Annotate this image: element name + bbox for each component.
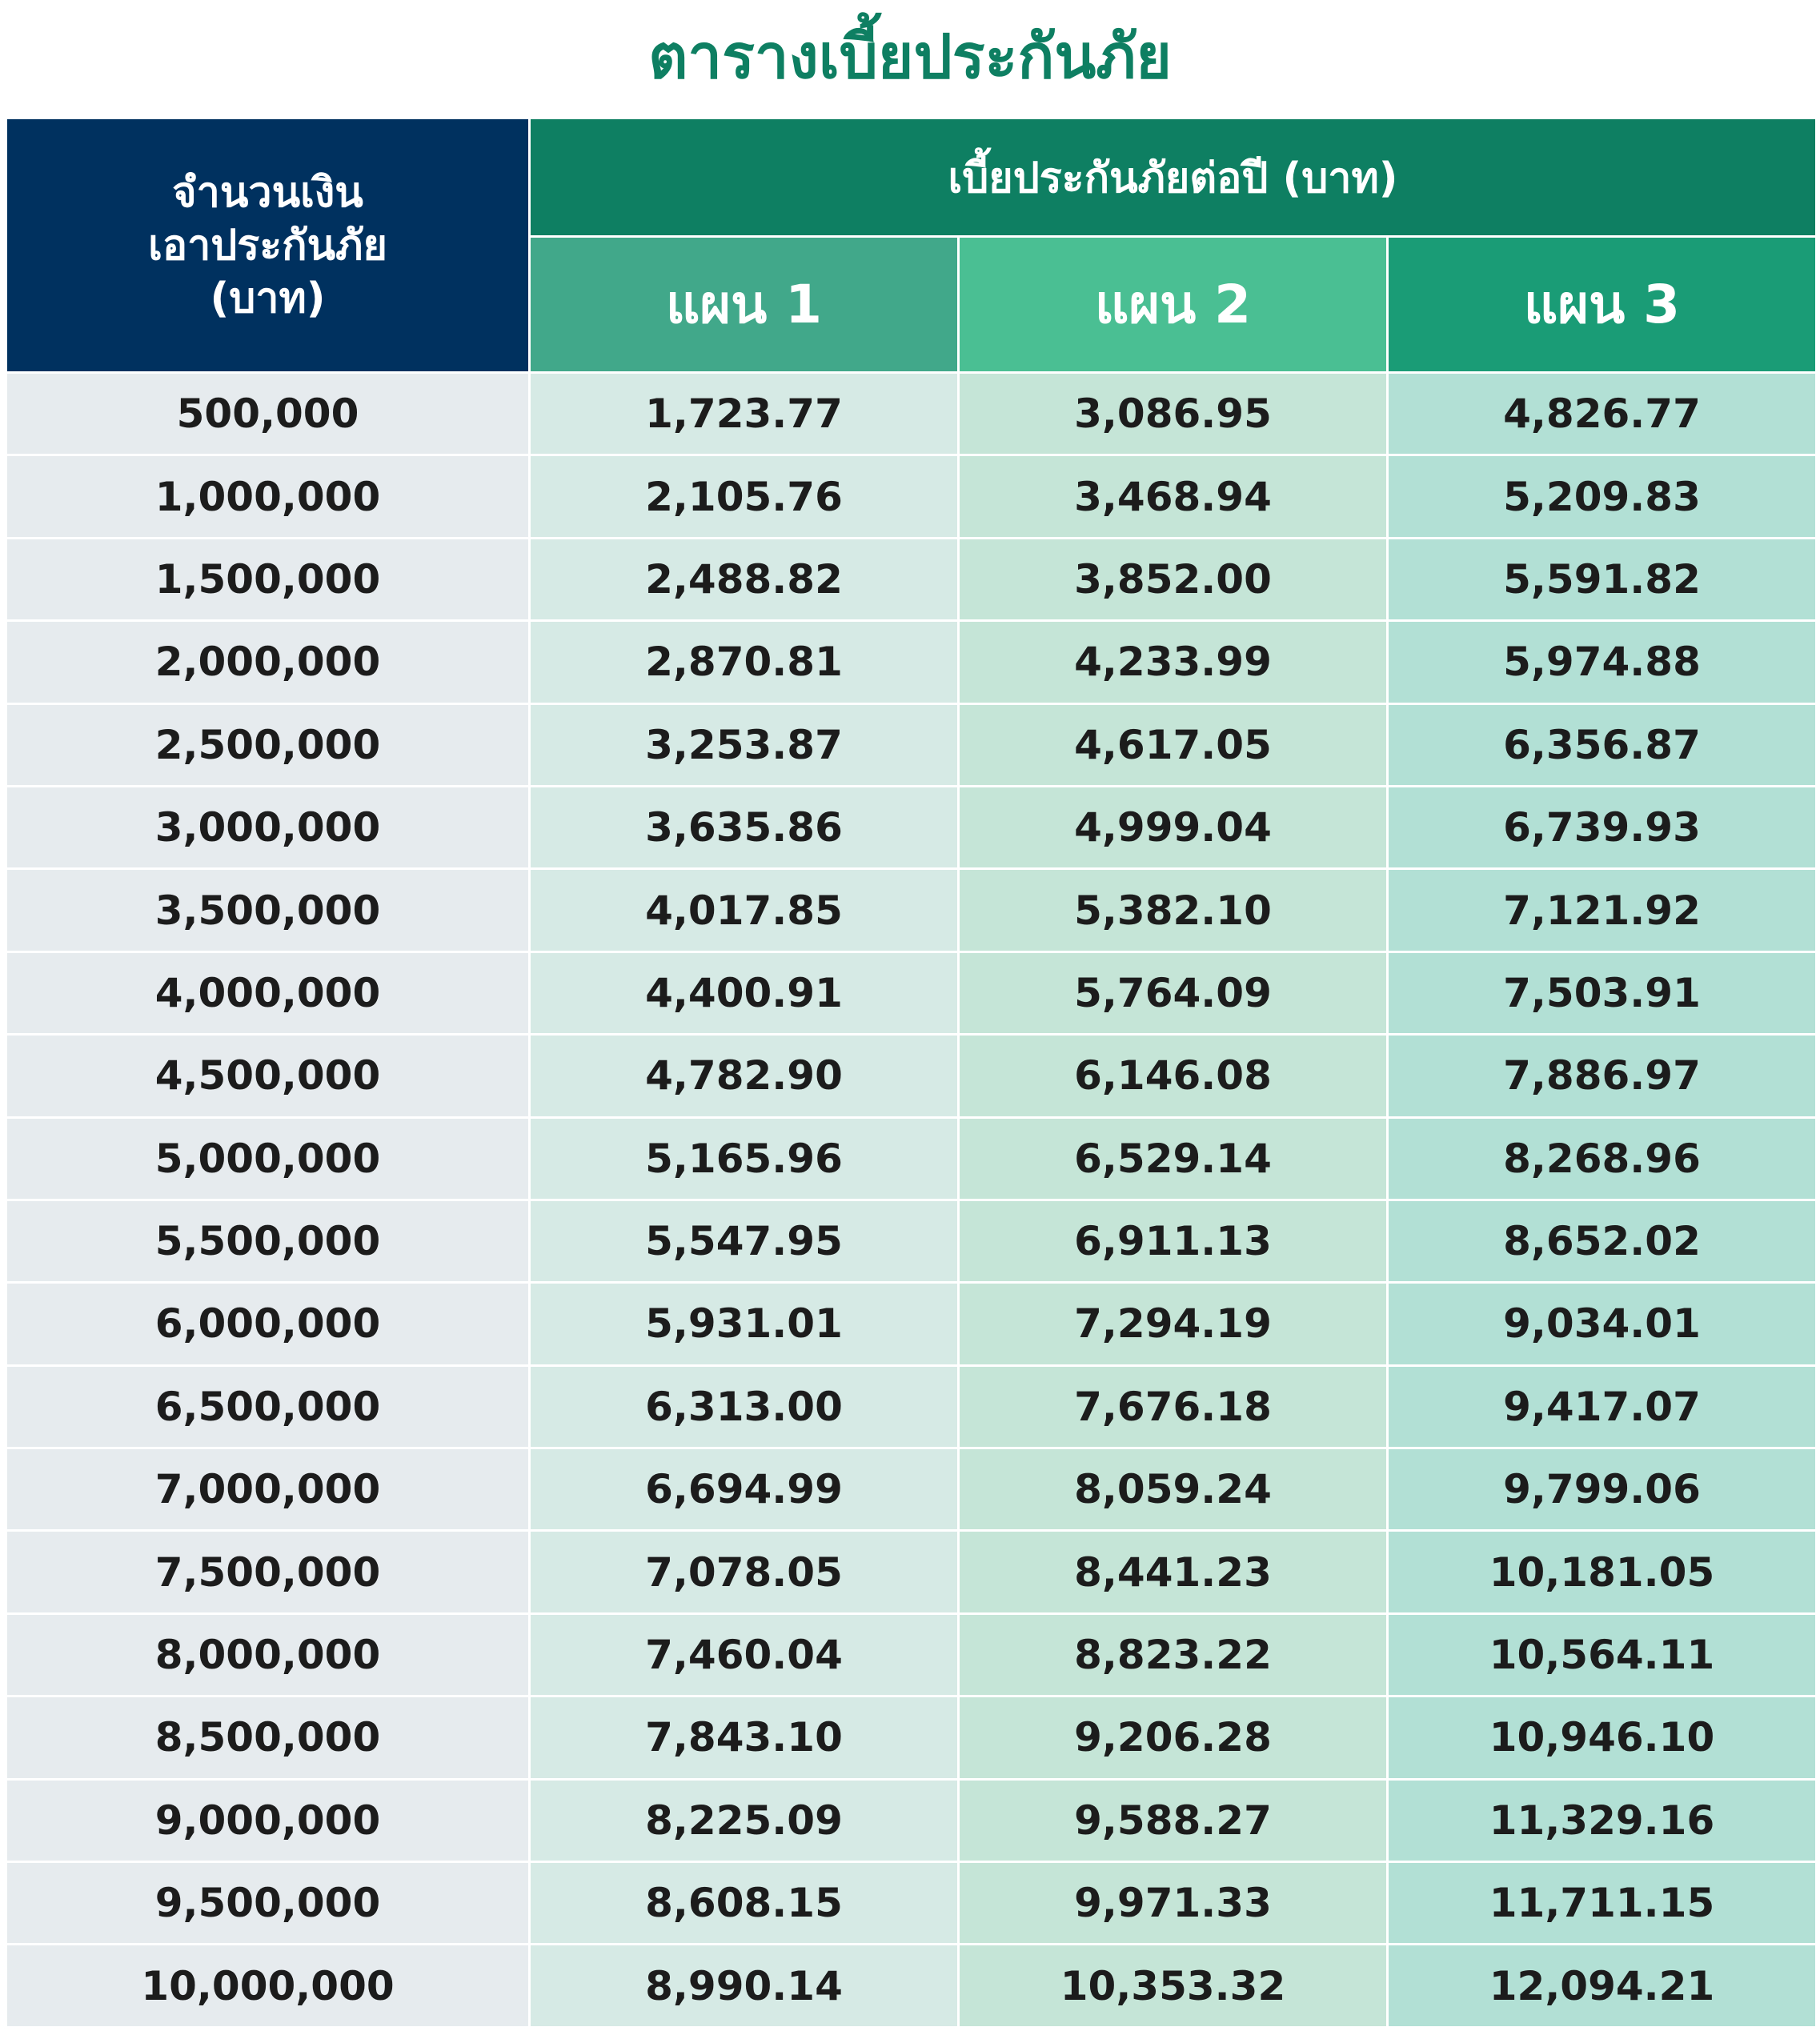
- table-body: [6, 373, 1817, 2028]
- sum-insured-cell: 7,500,000: [6, 1531, 530, 1613]
- plan-1-header: แผน 1: [530, 237, 959, 373]
- table-row: [6, 1200, 1817, 1282]
- table-row: [6, 703, 1817, 786]
- table-row: [6, 455, 1817, 538]
- sum-insured-cell: 5,500,000: [6, 1200, 530, 1282]
- plan-3-premium-cell: 9,799.06: [1388, 1448, 1817, 1531]
- annual-premium-header: เบี้ยประกันภัยต่อปี (บาท): [530, 118, 1817, 237]
- plan-3-premium-cell: 7,503.91: [1388, 951, 1817, 1034]
- plan-3-premium-cell: 6,739.93: [1388, 786, 1817, 868]
- plan-1-premium-cell: 4,400.91: [530, 951, 959, 1034]
- plan-3-premium-cell: 9,417.07: [1388, 1365, 1817, 1448]
- table-row: [6, 1779, 1817, 1861]
- sum-insured-cell: 4,500,000: [6, 1035, 530, 1117]
- sum-insured-header: [6, 118, 530, 373]
- plan-3-premium-cell: 10,564.11: [1388, 1613, 1817, 1696]
- sum-insured-cell: 5,000,000: [6, 1117, 530, 1200]
- plan-1-premium-cell: 2,488.82: [530, 538, 959, 620]
- plan-3-header: แผน 3: [1388, 237, 1817, 373]
- table-row: [6, 1283, 1817, 1365]
- sum-insured-header-line: (บาท): [210, 274, 326, 322]
- plan-3-premium-cell: 4,826.77: [1388, 373, 1817, 455]
- table-row: [6, 1117, 1817, 1200]
- sum-insured-header-line: เอาประกันภัย: [148, 221, 387, 270]
- header-row-top: [6, 118, 1817, 237]
- plan-2-premium-cell: 4,233.99: [959, 621, 1388, 703]
- plan-1-premium-cell: 6,313.00: [530, 1365, 959, 1448]
- premium-table: [5, 117, 1818, 2029]
- plan-3-premium-cell: 9,034.01: [1388, 1283, 1817, 1365]
- table-row: [6, 869, 1817, 951]
- plan-1-premium-cell: 7,078.05: [530, 1531, 959, 1613]
- plan-2-premium-cell: 6,911.13: [959, 1200, 1388, 1282]
- plan-2-header: แผน 2: [959, 237, 1388, 373]
- plan-1-premium-cell: 5,931.01: [530, 1283, 959, 1365]
- plan-3-premium-cell: 5,591.82: [1388, 538, 1817, 620]
- plan-2-premium-cell: 3,086.95: [959, 373, 1388, 455]
- plan-2-premium-cell: 4,617.05: [959, 703, 1388, 786]
- plan-2-premium-cell: 7,294.19: [959, 1283, 1388, 1365]
- plan-3-premium-cell: 7,886.97: [1388, 1035, 1817, 1117]
- plan-2-premium-cell: 6,146.08: [959, 1035, 1388, 1117]
- plan-3-premium-cell: 10,946.10: [1388, 1697, 1817, 1779]
- table-row: [6, 621, 1817, 703]
- plan-1-premium-cell: 8,608.15: [530, 1862, 959, 1945]
- table-row: [6, 1448, 1817, 1531]
- table-row: [6, 786, 1817, 868]
- plan-2-premium-cell: 9,971.33: [959, 1862, 1388, 1945]
- page-title: ตารางเบี้ยประกันภัย: [648, 21, 1172, 92]
- sum-insured-cell: 2,500,000: [6, 703, 530, 786]
- table-header: [6, 118, 1817, 373]
- plan-2-premium-cell: 9,206.28: [959, 1697, 1388, 1779]
- plan-1-premium-cell: 3,635.86: [530, 786, 959, 868]
- table-row: [6, 951, 1817, 1034]
- plan-2-premium-cell: 3,468.94: [959, 455, 1388, 538]
- plan-2-premium-cell: 6,529.14: [959, 1117, 1388, 1200]
- plan-3-premium-cell: 6,356.87: [1388, 703, 1817, 786]
- plan-2-premium-cell: 3,852.00: [959, 538, 1388, 620]
- table-row: [6, 538, 1817, 620]
- table-row: [6, 1697, 1817, 1779]
- table-row: [6, 1945, 1817, 2027]
- plan-2-premium-cell: 4,999.04: [959, 786, 1388, 868]
- sum-insured-cell: 9,500,000: [6, 1862, 530, 1945]
- premium-table-container: [5, 117, 1815, 2029]
- sum-insured-cell: 8,500,000: [6, 1697, 530, 1779]
- plan-1-premium-cell: 3,253.87: [530, 703, 959, 786]
- plan-3-premium-cell: 8,652.02: [1388, 1200, 1817, 1282]
- sum-insured-cell: 9,000,000: [6, 1779, 530, 1861]
- sum-insured-cell: 3,000,000: [6, 786, 530, 868]
- sum-insured-cell: 6,500,000: [6, 1365, 530, 1448]
- table-row: [6, 1531, 1817, 1613]
- plan-2-premium-cell: 8,823.22: [959, 1613, 1388, 1696]
- plan-3-premium-cell: 5,209.83: [1388, 455, 1817, 538]
- plan-1-premium-cell: 4,782.90: [530, 1035, 959, 1117]
- plan-1-premium-cell: 5,165.96: [530, 1117, 959, 1200]
- sum-insured-cell: 8,000,000: [6, 1613, 530, 1696]
- plan-1-premium-cell: 7,460.04: [530, 1613, 959, 1696]
- plan-1-premium-cell: 5,547.95: [530, 1200, 959, 1282]
- plan-1-premium-cell: 8,225.09: [530, 1779, 959, 1861]
- sum-insured-cell: 4,000,000: [6, 951, 530, 1034]
- table-row: [6, 373, 1817, 455]
- plan-3-premium-cell: 5,974.88: [1388, 621, 1817, 703]
- plan-3-premium-cell: 7,121.92: [1388, 869, 1817, 951]
- sum-insured-cell: 3,500,000: [6, 869, 530, 951]
- plan-2-premium-cell: 8,059.24: [959, 1448, 1388, 1531]
- plan-2-premium-cell: 5,382.10: [959, 869, 1388, 951]
- plan-3-premium-cell: 10,181.05: [1388, 1531, 1817, 1613]
- sum-insured-cell: 1,000,000: [6, 455, 530, 538]
- sum-insured-cell: 10,000,000: [6, 1945, 530, 2027]
- plan-1-premium-cell: 6,694.99: [530, 1448, 959, 1531]
- plan-3-premium-cell: 12,094.21: [1388, 1945, 1817, 2027]
- plan-1-premium-cell: 8,990.14: [530, 1945, 959, 2027]
- plan-2-premium-cell: 5,764.09: [959, 951, 1388, 1034]
- plan-3-premium-cell: 11,329.16: [1388, 1779, 1817, 1861]
- plan-1-premium-cell: 4,017.85: [530, 869, 959, 951]
- sum-insured-cell: 500,000: [6, 373, 530, 455]
- plan-1-premium-cell: 7,843.10: [530, 1697, 959, 1779]
- sum-insured-cell: 1,500,000: [6, 538, 530, 620]
- table-row: [6, 1862, 1817, 1945]
- table-row: [6, 1365, 1817, 1448]
- plan-2-premium-cell: 7,676.18: [959, 1365, 1388, 1448]
- sum-insured-header-line: จำนวนเงิน: [172, 168, 363, 217]
- table-row: [6, 1035, 1817, 1117]
- plan-2-premium-cell: 9,588.27: [959, 1779, 1388, 1861]
- sum-insured-cell: 6,000,000: [6, 1283, 530, 1365]
- plan-2-premium-cell: 8,441.23: [959, 1531, 1388, 1613]
- plan-3-premium-cell: 8,268.96: [1388, 1117, 1817, 1200]
- sum-insured-cell: 2,000,000: [6, 621, 530, 703]
- plan-1-premium-cell: 1,723.77: [530, 373, 959, 455]
- table-row: [6, 1613, 1817, 1696]
- plan-1-premium-cell: 2,870.81: [530, 621, 959, 703]
- plan-2-premium-cell: 10,353.32: [959, 1945, 1388, 2027]
- plan-1-premium-cell: 2,105.76: [530, 455, 959, 538]
- sum-insured-cell: 7,000,000: [6, 1448, 530, 1531]
- plan-3-premium-cell: 11,711.15: [1388, 1862, 1817, 1945]
